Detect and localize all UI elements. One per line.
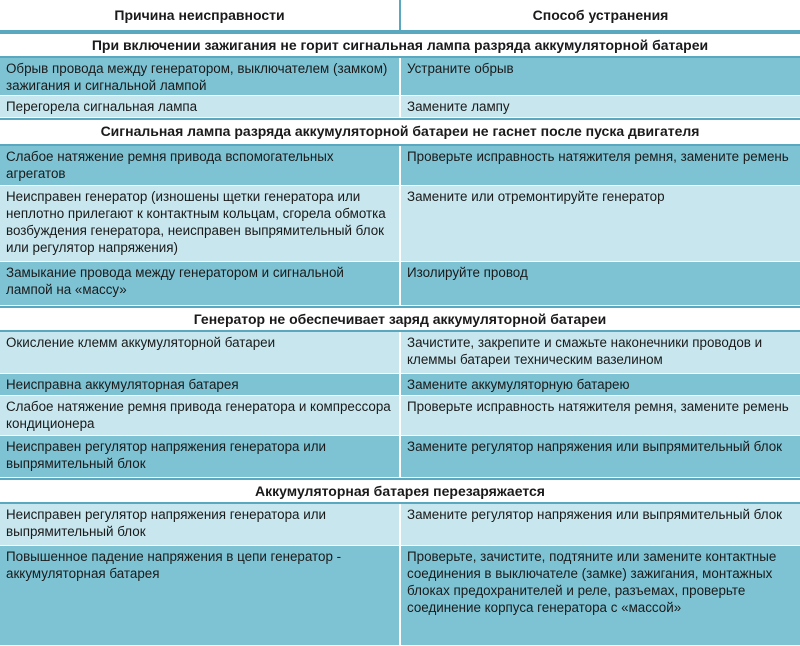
table-row: [0, 436, 800, 478]
remedy-cell: Изолируйте провод: [407, 265, 528, 280]
remedy-cell: Замените лампу: [407, 99, 510, 114]
cause-cell: Неисправен регулятор напряжения генератора или выпрямительный блок: [0, 504, 401, 545]
cause-cell: Слабое натяжение ремня привода генератора и компрессора кондиционера: [0, 396, 401, 435]
table-row: [0, 186, 800, 262]
table-row: [0, 262, 800, 306]
cause-cell: Перегорела сигнальная лампа: [0, 96, 401, 117]
header-remedy: Способ устранения: [532, 7, 669, 23]
table-row: [0, 396, 800, 436]
section-title: Генератор не обеспечивает заряд аккумуляторной батареи: [0, 306, 800, 332]
table-row: [0, 58, 800, 96]
cause-cell: Неисправен регулятор напряжения генератора или выпрямительный блок: [0, 436, 401, 477]
remedy-cell: Проверьте исправность натяжителя ремня, замените ремень: [407, 149, 789, 164]
section-title: Аккумуляторная батарея перезаряжается: [0, 478, 800, 504]
remedy-cell: Замените регулятор напряжения или выпрямительный блок: [407, 439, 782, 454]
table-row: [0, 504, 800, 546]
remedy-cell: Замените регулятор напряжения или выпрямительный блок: [407, 507, 782, 522]
remedy-cell: Зачистите, закрепите и смажьте наконечники проводов и клеммы батареи техническим вазелином: [407, 335, 763, 367]
cause-cell: Неисправна аккумуляторная батарея: [0, 374, 401, 395]
remedy-cell: Замените аккумуляторную батарею: [407, 377, 630, 392]
cause-cell: Замыкание провода между генератором и сигнальной лампой на «массу»: [0, 262, 401, 305]
cause-cell: Повышенное падение напряжения в цепи генератор - аккумуляторная батарея: [0, 546, 401, 645]
table-row: [0, 332, 800, 374]
cause-cell: Неисправен генератор (изношены щетки генератора или неплотно прилегают к контактным кольцам, сгорела обмотка возбуждения генератора, неисправен выпрямительный блок или регулятор напряжения): [0, 186, 401, 261]
remedy-cell: Проверьте исправность натяжителя ремня, замените ремень: [407, 399, 789, 414]
remedy-cell: Устраните обрыв: [407, 61, 514, 76]
header-cause: Причина неисправности: [0, 0, 401, 30]
section-title: Сигнальная лампа разряда аккумуляторной батареи не гаснет после пуска двигателя: [0, 118, 800, 146]
cause-cell: Обрыв провода между генератором, выключателем (замком) зажигания и сигнальной лампой: [0, 58, 401, 95]
table-row: [0, 546, 800, 646]
remedy-cell: Проверьте, зачистите, подтяните или замените контактные соединения в выключателе (замке) зажигания, монтажных блоках предохранителей и реле, разъемах, проверьте соединение корпуса генератора с «массой»: [407, 549, 777, 615]
table-row: [0, 96, 800, 118]
table-header-row: [0, 0, 800, 32]
cause-cell: Слабое натяжение ремня привода вспомогательных агрегатов: [0, 146, 401, 185]
table-row: [0, 146, 800, 186]
section-title: При включении зажигания не горит сигнальная лампа разряда аккумуляторной батареи: [0, 32, 800, 58]
remedy-cell: Замените или отремонтируйте генератор: [407, 189, 665, 204]
cause-cell: Окисление клемм аккумуляторной батареи: [0, 332, 401, 373]
table-row: [0, 374, 800, 396]
